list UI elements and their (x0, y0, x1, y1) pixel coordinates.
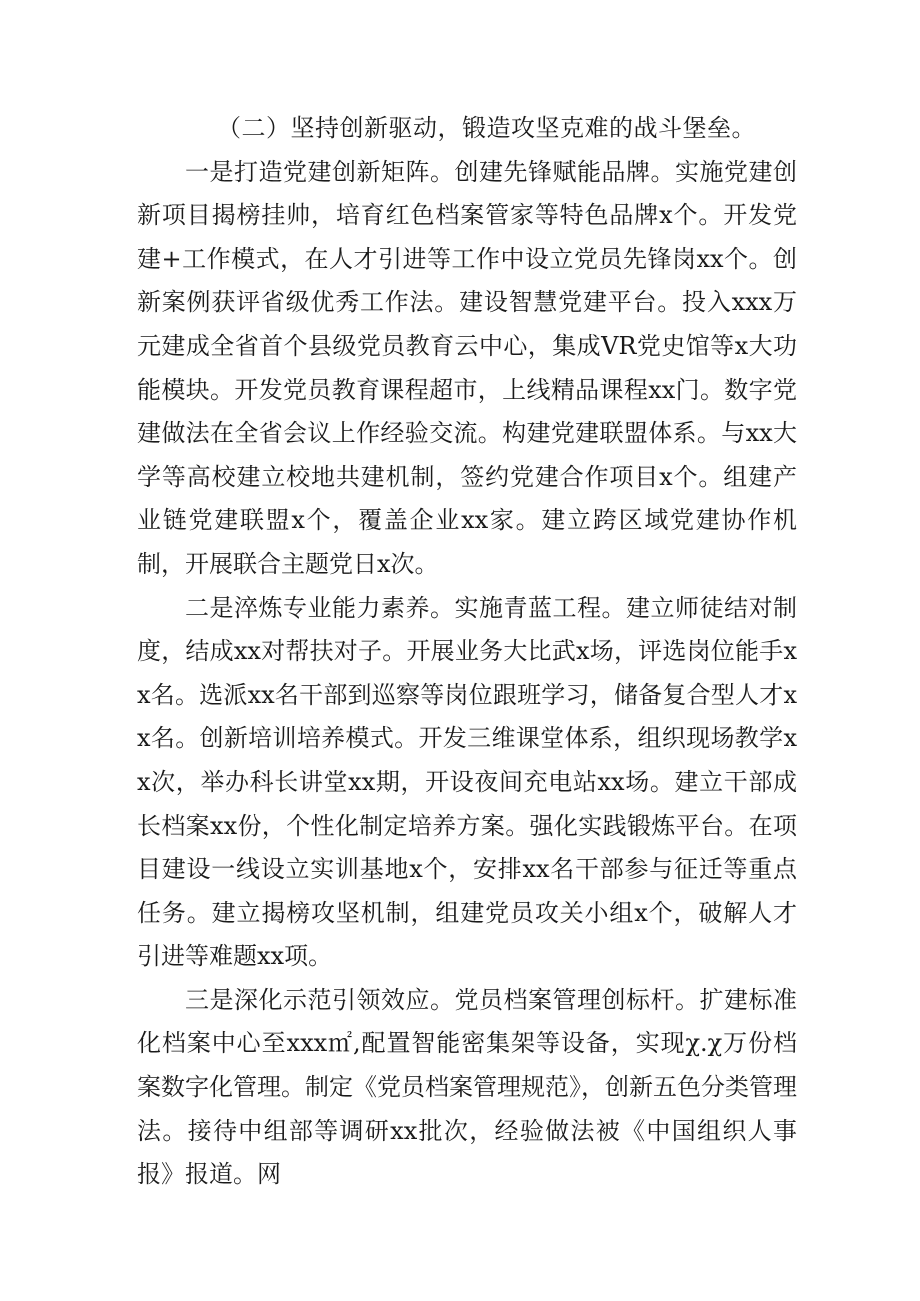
document-body (137, 107, 797, 1197)
paragraph-professional-capability: 二是淬炼专业能力素养。实施青蓝工程。建立师徒结对制度，结成xx对帮扶对子。开展业务大比武x场，评选岗位能手xx名。选派xx名干部到巡察等岗位跟班学习，储备复合型人才xx名。创新培训培养模式。开发三维课堂体系，组织现场教学xx次，举办科长讲堂xx期，开设夜间充电站xx场。建立干部成长档案xx份，个性化制定培养方案。强化实践锻炼平台。在项目建设一线设立实训基地x个，安排xx名干部参与征迁等重点任务。建立揭榜攻坚机制，组建党员攻关小组x个，破解人才引进等难题xx项。 (137, 593, 797, 971)
paragraph-demonstration-effect: 三是深化示范引领效应。党员档案管理创标杆。扩建标准化档案中心至xxx㎡,配置智能密集架等设备，实现χ.χ万份档案数字化管理。制定《党员档案管理规范》，创新五色分类管理法。接待中组部等调研xx批次，经验做法被《中国组织人事报》报道。网 (137, 985, 797, 1189)
paragraph-party-building-innovation: 一是打造党建创新矩阵。创建先锋赋能品牌。实施党建创新项目揭榜挂帅，培育红色档案管家等特色品牌x个。开发党建+工作模式，在人才引进等工作中设立党员先锋岗xx个。创新案例获评省级优秀工作法。建设智慧党建平台。投入xxx万元建成全省首个县级党员教育云中心，集成VR党史馆等x大功能模块。开发党员教育课程超市，上线精品课程xx门。数字党建做法在全省会议上作经验交流。构建党建联盟体系。与xx大学等高校建立校地共建机制，签约党建合作项目x个。组建产业链党建联盟x个，覆盖企业xx家。建立跨区域党建协作机制，开展联合主题党日x次。 (137, 157, 797, 578)
section-heading: （二）坚持创新驱动，锻造攻坚克难的战斗堡垒。 (217, 114, 756, 142)
